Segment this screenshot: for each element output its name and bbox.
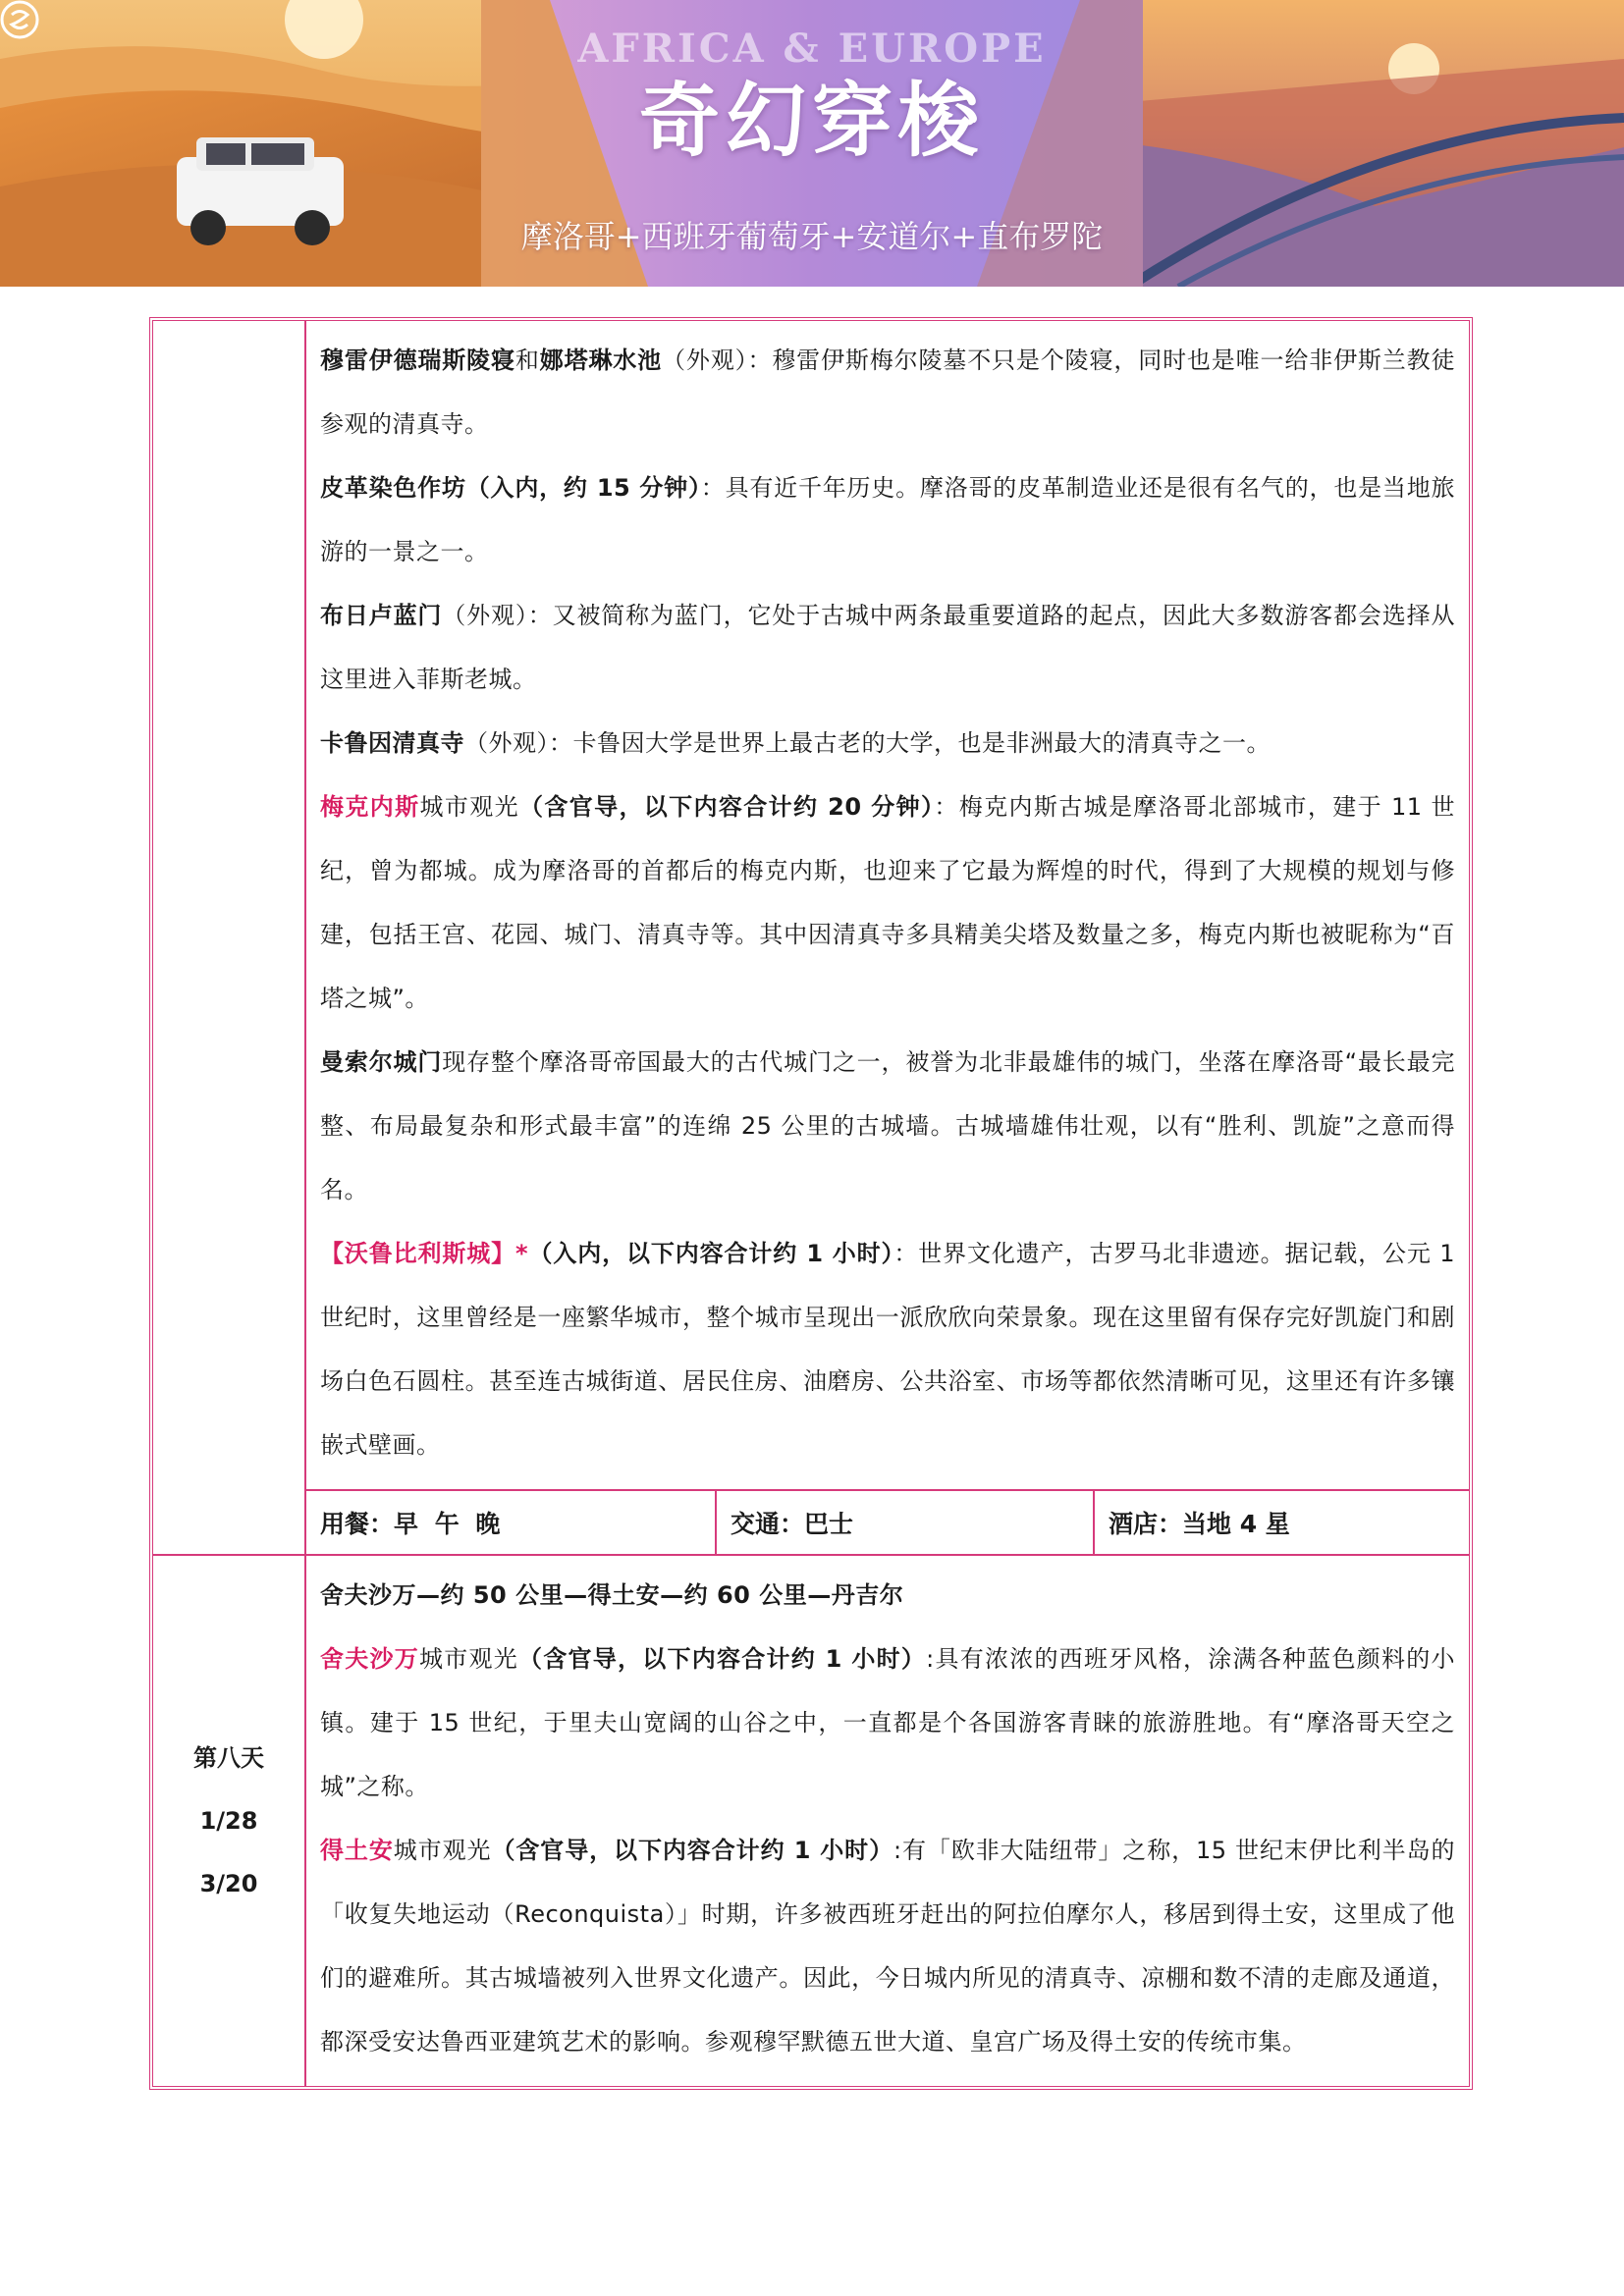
- itinerary-table: [149, 317, 1473, 2090]
- attraction-item: 得土安城市观光（含官导，以下内容合计约 1 小时）:有「欧非大陆纽带」之称，15 世纪末伊比利半岛的「收复失地运动（Reconquista）」时期，许多被西班牙赶出的阿拉伯摩尔人，移居到得土安，这里成了他们的避难所。其古城墙被列入世界文化遗产。因此，今日城内所见的清真寺、凉棚和数不清的走廊及通道，都深受安达鲁西亚建筑艺术的影响。参观穆罕默德五世大道、皇宫广场及得土安的传统市集。: [320, 1837, 1455, 2056]
- route-line: 舍夫沙万—约 50 公里—得土安—约 60 公里—丹吉尔: [320, 1581, 904, 1609]
- day-description: [306, 1556, 1469, 2086]
- day-label: 第八天: [193, 1744, 264, 1772]
- day-label-cell: [153, 1556, 306, 2086]
- attraction-item: 舍夫沙万城市观光（含官导，以下内容合计约 1 小时）:具有浓浓的西班牙风格，涂满各种蓝色颜料的小镇。建于 15 世纪，于里夫山宽阔的山谷之中，一直都是个各国游客青睐的旅游胜地。有“摩洛哥天空之城”之称。: [320, 1645, 1455, 1800]
- banner-english-title: AFRICA & EUROPE: [577, 26, 1047, 72]
- brand-logo-icon: [0, 0, 39, 39]
- transport-cell: 交通：巴士: [717, 1491, 1095, 1554]
- banner-title: 奇幻穿梭: [638, 75, 985, 168]
- day-block-day8: [153, 1554, 1469, 2086]
- attraction-item: 曼索尔城门现存整个摩洛哥帝国最大的古代城门之一，被誉为北非最雄伟的城门，坐落在摩洛哥“最长最完整、布局最复杂和形式最丰富”的连绵 25 公里的古城墙。古城墙雄伟壮观，以有“胜利、凯旋”之意而得名。: [320, 1048, 1455, 1203]
- attraction-item: 布日卢蓝门（外观）：又被简称为蓝门，它处于古城中两条最重要道路的起点，因此大多数游客都会选择从这里进入菲斯老城。: [320, 602, 1456, 693]
- attraction-item: 穆雷伊德瑞斯陵寝和娜塔琳水池（外观）：穆雷伊斯梅尔陵墓不只是个陵寝，同时也是唯一给非伊斯兰教徒参观的清真寺。: [320, 347, 1456, 438]
- banner-subtitle: 摩洛哥+西班牙葡萄牙+安道尔+直布罗陀: [520, 218, 1104, 255]
- day-block-continued: [153, 321, 1469, 1554]
- meals-cell: 用餐：早 午 晚: [306, 1491, 717, 1554]
- attraction-item: 皮革染色作坊（入内，约 15 分钟）：具有近千年历史。摩洛哥的皮革制造业还是很有名气的，也是当地旅游的一景之一。: [320, 474, 1456, 565]
- day-description: [306, 321, 1469, 1489]
- attraction-item: 卡鲁因清真寺（外观）：卡鲁因大学是世界上最古老的大学，也是非洲最大的清真寺之一。: [320, 729, 1271, 757]
- day-date: 3/20: [199, 1870, 258, 1897]
- hotel-cell: 酒店：当地 4 星: [1109, 1510, 1290, 1538]
- day-meta-row: [306, 1489, 1469, 1554]
- attraction-item: 【沃鲁比利斯城】*（入内，以下内容合计约 1 小时）：世界文化遗产，古罗马北非遗迹。据记载，公元 1 世纪时，这里曾经是一座繁华城市，整个城市呈现出一派欣欣向荣景象。现在这里留有保存完好凯旋门和剧场白色石圆柱。甚至连古城街道、居民住房、油磨房、公共浴室、市场等都依然清晰可见，这里还有许多镶嵌式壁画。: [320, 1240, 1455, 1459]
- attraction-item: 梅克内斯城市观光（含官导，以下内容合计约 20 分钟）：梅克内斯古城是摩洛哥北部城市，建于 11 世纪，曾为都城。成为摩洛哥的首都后的梅克内斯，也迎来了它最为辉煌的时代，得到了大规模的规划与修建，包括王宫、花园、城门、清真寺等。其中因清真寺多具精美尖塔及数量之多，梅克内斯也被昵称为“百塔之城”。: [320, 793, 1456, 1012]
- header-banner: [0, 0, 1624, 287]
- day-label-cell: [153, 321, 306, 1554]
- day-date: 1/28: [199, 1807, 258, 1835]
